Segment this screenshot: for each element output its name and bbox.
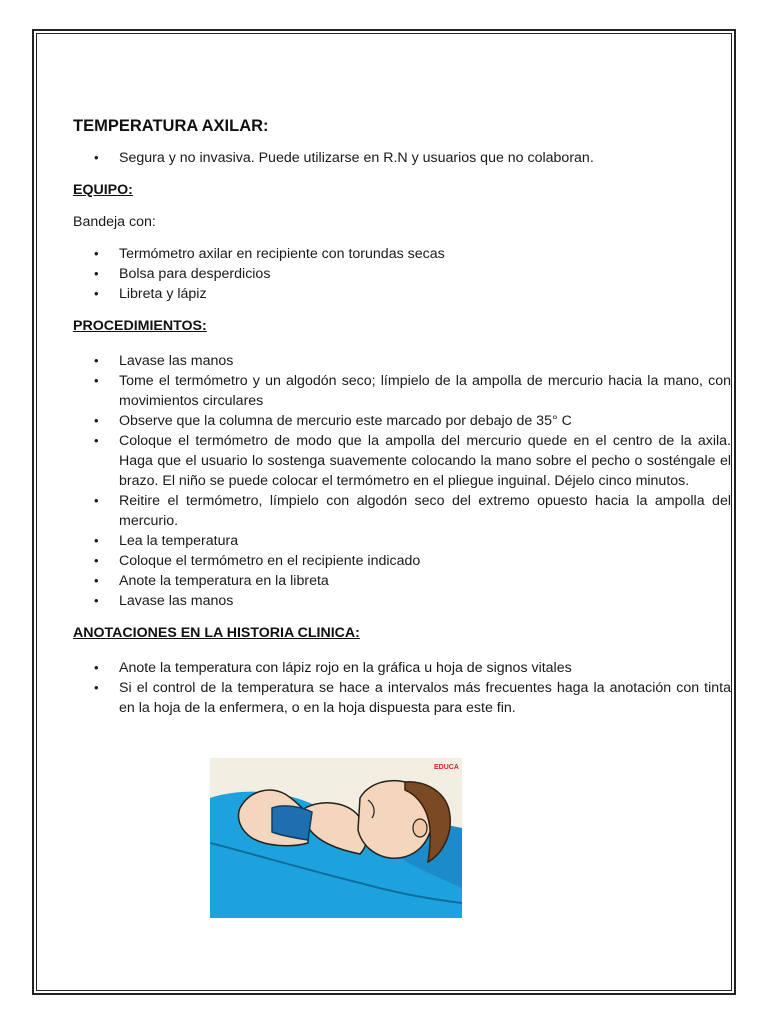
intro-list bbox=[73, 148, 731, 168]
list-item: • Si el control de la temperatura se hace a intervalos más frecuentes haga la anotación con tinta en la hoja de la enfermera, o en la hoja dispuesta para este fin. bbox=[73, 678, 731, 718]
section-heading-procedimientos: PROCEDIMIENTOS: bbox=[73, 318, 207, 334]
list-item: • Lavase las manos bbox=[73, 591, 731, 611]
list-item: • Coloque el termómetro en el recipiente indicado bbox=[73, 551, 731, 571]
list-item: • Tome el termómetro y un algodón seco; límpielo de la ampolla de mercurio hacia la mano, con movimientos circulares bbox=[73, 371, 731, 411]
list-item: • Anote la temperatura en la libreta bbox=[73, 571, 731, 591]
document-body bbox=[73, 116, 731, 718]
list-item: • Segura y no invasiva. Puede utilizarse en R.N y usuarios que no colaboran. bbox=[73, 148, 731, 168]
equipo-lead-text: Bandeja con: bbox=[73, 214, 156, 230]
equipo-list bbox=[73, 244, 731, 304]
list-item: • Lavase las manos bbox=[73, 351, 731, 371]
section-heading-anotaciones: ANOTACIONES EN LA HISTORIA CLINICA: bbox=[73, 625, 360, 641]
list-item: • Libreta y lápiz bbox=[73, 284, 731, 304]
list-item: • Bolsa para desperdicios bbox=[73, 264, 731, 284]
ear-shape bbox=[413, 819, 427, 837]
list-item: • Lea la temperatura bbox=[73, 531, 731, 551]
patient-illustration bbox=[210, 758, 462, 918]
section-heading-equipo: EQUIPO: bbox=[73, 182, 133, 198]
publisher-logo: EDUCA bbox=[434, 764, 459, 771]
anotaciones-list bbox=[73, 658, 731, 718]
document-title: TEMPERATURA AXILAR: bbox=[73, 117, 269, 135]
procedimientos-list bbox=[73, 351, 731, 611]
list-item: • Termómetro axilar en recipiente con torundas secas bbox=[73, 244, 731, 264]
list-item: • Anote la temperatura con lápiz rojo en la gráfica u hoja de signos vitales bbox=[73, 658, 731, 678]
list-item: • Reitire el termómetro, límpielo con algodón seco del extremo opuesto hacia la ampolla del mercurio. bbox=[73, 491, 731, 531]
list-item: • Coloque el termómetro de modo que la ampolla del mercurio quede en el centro de la axila. Haga que el usuario lo sostenga suavemente colocando la mano sobre el pecho o sosténgale el brazo. El niño se puede colocar el termómetro en el pliegue inguinal. Déjelo cinco minutos. bbox=[73, 431, 731, 491]
list-item: • Observe que la columna de mercurio este marcado por debajo de 35° C bbox=[73, 411, 731, 431]
